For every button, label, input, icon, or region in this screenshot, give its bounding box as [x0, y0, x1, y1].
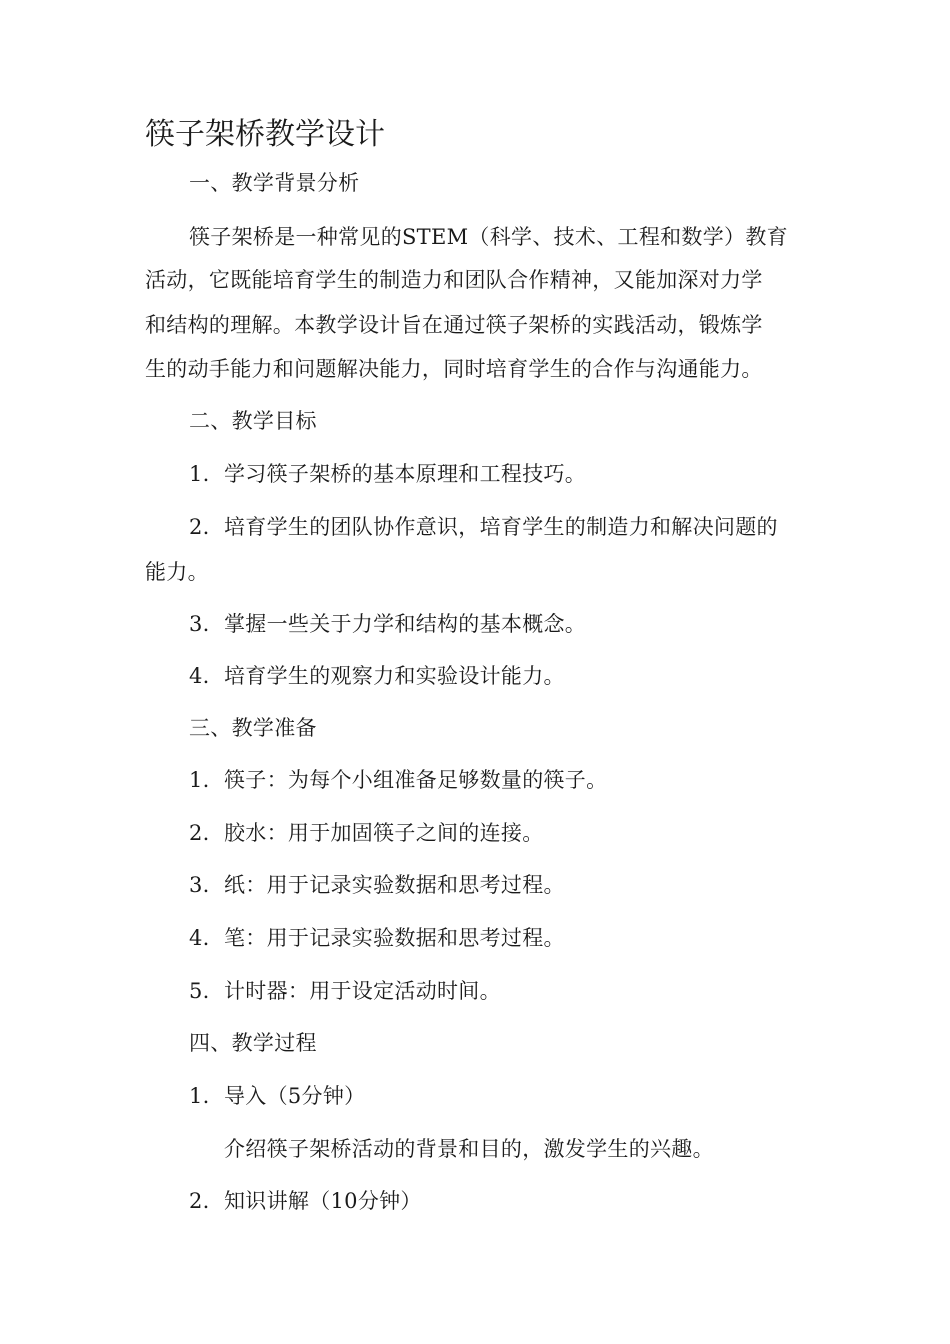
list-item-text: 笔：用于记录实验数据和思考过程。: [224, 926, 565, 950]
list-item-continuation: 能力。: [145, 560, 209, 584]
list-item: [189, 765, 607, 795]
section-heading: 二、教学目标: [189, 409, 317, 433]
list-item-number: 1.: [189, 768, 210, 792]
list-item-number: 1.: [189, 1084, 210, 1108]
list-item-text: 学习筷子架桥的基本原理和工程技巧。: [224, 462, 587, 486]
list-item-text: 计时器：用于设定活动时间。: [224, 979, 501, 1003]
list-item-text: 知识讲解（10分钟）: [224, 1189, 422, 1213]
paragraph-line: 和结构的理解。本教学设计旨在通过筷子架桥的实践活动，锻炼学: [145, 313, 763, 337]
list-item-number: 2.: [189, 1189, 210, 1213]
list-item: [189, 818, 544, 848]
list-item: [189, 870, 565, 900]
list-item-text: 胶水：用于加固筷子之间的连接。: [224, 821, 544, 845]
list-item: [189, 1081, 365, 1111]
section-heading: 三、教学准备: [189, 716, 317, 740]
paragraph-line: 介绍筷子架桥活动的背景和目的，激发学生的兴趣。: [224, 1137, 714, 1161]
document-title: 筷子架桥教学设计: [145, 117, 385, 152]
list-item-number: 3.: [189, 873, 210, 897]
section-heading: 四、教学过程: [189, 1031, 317, 1055]
list-item-number: 2.: [189, 515, 210, 539]
list-item-text: 筷子：为每个小组准备足够数量的筷子。: [224, 768, 608, 792]
list-item: [189, 609, 586, 639]
list-item: [189, 923, 565, 953]
list-item-number: 4.: [189, 664, 210, 688]
list-item: [189, 976, 501, 1006]
list-item-number: 2.: [189, 821, 210, 845]
list-item-text: 培育学生的团队协作意识，培育学生的制造力和解决问题的: [224, 515, 778, 539]
list-item-number: 3.: [189, 612, 210, 636]
paragraph-line: 筷子架桥是一种常见的STEM（科学、技术、工程和数学）教育: [189, 225, 788, 249]
paragraph-line: 活动，它既能培育学生的制造力和团队合作精神，又能加深对力学: [145, 268, 763, 292]
list-item-text: 导入（5分钟）: [224, 1084, 366, 1108]
list-item: [189, 459, 586, 489]
list-item-text: 掌握一些关于力学和结构的基本概念。: [224, 612, 587, 636]
section-heading: 一、教学背景分析: [189, 171, 360, 195]
list-item-number: 5.: [189, 979, 210, 1003]
list-item-text: 纸：用于记录实验数据和思考过程。: [224, 873, 565, 897]
list-item-number: 1.: [189, 462, 210, 486]
list-item-text: 培育学生的观察力和实验设计能力。: [224, 664, 565, 688]
paragraph-line: 生的动手能力和问题解决能力，同时培育学生的合作与沟通能力。: [145, 357, 763, 381]
list-item: [189, 661, 565, 691]
list-item-number: 4.: [189, 926, 210, 950]
list-item: [189, 512, 778, 542]
list-item: [189, 1186, 422, 1216]
